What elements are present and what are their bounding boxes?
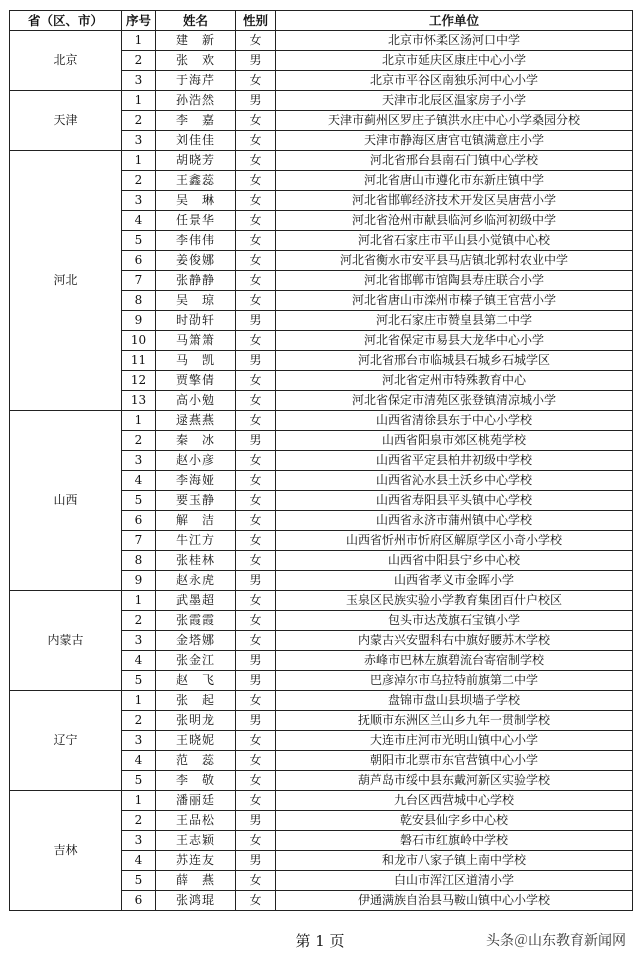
name-cell: 吴 琳 [156, 191, 236, 211]
name-cell: 李伟伟 [156, 231, 236, 251]
name-cell: 潘丽廷 [156, 791, 236, 811]
index-cell: 5 [122, 671, 156, 691]
index-cell: 3 [122, 831, 156, 851]
index-cell: 8 [122, 291, 156, 311]
gender-cell: 男 [236, 431, 276, 451]
table-row [10, 411, 633, 431]
gender-cell: 男 [236, 91, 276, 111]
workplace-cell: 乾安县仙字乡中心校 [276, 811, 633, 831]
workplace-cell: 盘锦市盘山县坝墙子学校 [276, 691, 633, 711]
index-cell: 3 [122, 731, 156, 751]
workplace-cell: 河北省邢台市临城县石城乡石城学区 [276, 351, 633, 371]
gender-cell: 女 [236, 391, 276, 411]
name-cell: 解 洁 [156, 511, 236, 531]
index-cell: 1 [122, 151, 156, 171]
province-cell: 山西 [10, 411, 122, 591]
name-cell: 马箫箫 [156, 331, 236, 351]
index-cell: 9 [122, 571, 156, 591]
workplace-cell: 北京市延庆区康庄中心小学 [276, 51, 633, 71]
workplace-cell: 赤峰市巴林左旗碧流台寄宿制学校 [276, 651, 633, 671]
name-cell: 王志颖 [156, 831, 236, 851]
gender-cell: 女 [236, 611, 276, 631]
name-cell: 吴 琼 [156, 291, 236, 311]
workplace-cell: 山西省忻州市忻府区解原学区小奇小学校 [276, 531, 633, 551]
name-cell: 张 起 [156, 691, 236, 711]
gender-cell: 女 [236, 331, 276, 351]
gender-cell: 女 [236, 511, 276, 531]
workplace-cell: 山西省永济市蒲州镇中心学校 [276, 511, 633, 531]
workplace-cell: 抚顺市东洲区兰山乡九年一贯制学校 [276, 711, 633, 731]
province-cell: 北京 [10, 31, 122, 91]
index-cell: 6 [122, 891, 156, 911]
name-cell: 薛 燕 [156, 871, 236, 891]
gender-cell: 女 [236, 191, 276, 211]
name-cell: 张霞霞 [156, 611, 236, 631]
name-cell: 牛江方 [156, 531, 236, 551]
name-cell: 李 嘉 [156, 111, 236, 131]
name-cell: 李海娅 [156, 471, 236, 491]
index-cell: 9 [122, 311, 156, 331]
header-row [10, 11, 633, 31]
name-cell: 时劭轩 [156, 311, 236, 331]
workplace-cell: 北京市平谷区南独乐河中心小学 [276, 71, 633, 91]
name-cell: 李 敬 [156, 771, 236, 791]
name-cell: 苏连友 [156, 851, 236, 871]
workplace-cell: 天津市蓟州区罗庄子镇洪水庄中心小学桑园分校 [276, 111, 633, 131]
index-cell: 2 [122, 811, 156, 831]
name-cell: 张鸿琨 [156, 891, 236, 911]
name-cell: 赵小彦 [156, 451, 236, 471]
gender-cell: 女 [236, 71, 276, 91]
workplace-cell: 河北省唐山市滦州市榛子镇王官营小学 [276, 291, 633, 311]
gender-cell: 女 [236, 891, 276, 911]
name-cell: 张 欢 [156, 51, 236, 71]
watermark-text: 头条＠山东教育新闻网 [486, 933, 626, 949]
gender-cell: 女 [236, 171, 276, 191]
index-cell: 12 [122, 371, 156, 391]
gender-cell: 女 [236, 531, 276, 551]
workplace-cell: 巴彦淖尔市乌拉特前旗第二中学 [276, 671, 633, 691]
index-cell: 4 [122, 471, 156, 491]
gender-cell: 女 [236, 151, 276, 171]
workplace-cell: 河北省邯郸经济技术开发区吴唐营小学 [276, 191, 633, 211]
workplace-cell: 伊通满族自治县马鞍山镇中心小学校 [276, 891, 633, 911]
name-cell: 姜俊娜 [156, 251, 236, 271]
workplace-cell: 山西省寿阳县平头镇中心学校 [276, 491, 633, 511]
gender-cell: 男 [236, 671, 276, 691]
gender-cell: 女 [236, 471, 276, 491]
table-row [10, 791, 633, 811]
name-cell: 胡晓芳 [156, 151, 236, 171]
index-cell: 1 [122, 91, 156, 111]
workplace-cell: 天津市静海区唐官屯镇满意庄小学 [276, 131, 633, 151]
gender-cell: 男 [236, 711, 276, 731]
gender-cell: 女 [236, 871, 276, 891]
gender-cell: 女 [236, 211, 276, 231]
workplace-cell: 大连市庄河市光明山镇中心小学 [276, 731, 633, 751]
workplace-cell: 河北石家庄市赞皇县第二中学 [276, 311, 633, 331]
gender-cell: 女 [236, 131, 276, 151]
name-cell: 张静静 [156, 271, 236, 291]
workplace-cell: 玉泉区民族实验小学教育集团百什户校区 [276, 591, 633, 611]
index-cell: 5 [122, 231, 156, 251]
workplace-cell: 天津市北辰区温家房子小学 [276, 91, 633, 111]
index-cell: 10 [122, 331, 156, 351]
gender-cell: 女 [236, 451, 276, 471]
name-cell: 张金江 [156, 651, 236, 671]
gender-cell: 女 [236, 791, 276, 811]
index-cell: 1 [122, 31, 156, 51]
gender-cell: 女 [236, 631, 276, 651]
name-cell: 秦 冰 [156, 431, 236, 451]
table-row [10, 691, 633, 711]
header-gender: 性别 [236, 11, 276, 31]
name-cell: 金塔娜 [156, 631, 236, 651]
gender-cell: 女 [236, 491, 276, 511]
index-cell: 5 [122, 871, 156, 891]
gender-cell: 女 [236, 291, 276, 311]
index-cell: 8 [122, 551, 156, 571]
index-cell: 2 [122, 431, 156, 451]
index-cell: 4 [122, 211, 156, 231]
gender-cell: 女 [236, 251, 276, 271]
index-cell: 1 [122, 591, 156, 611]
workplace-cell: 河北省定州市特殊教育中心 [276, 371, 633, 391]
gender-cell: 女 [236, 271, 276, 291]
gender-cell: 男 [236, 571, 276, 591]
name-cell: 马 凯 [156, 351, 236, 371]
index-cell: 3 [122, 451, 156, 471]
workplace-cell: 北京市怀柔区汤河口中学 [276, 31, 633, 51]
index-cell: 2 [122, 51, 156, 71]
header-workplace: 工作单位 [276, 11, 633, 31]
index-cell: 2 [122, 611, 156, 631]
index-cell: 11 [122, 351, 156, 371]
gender-cell: 女 [236, 551, 276, 571]
index-cell: 13 [122, 391, 156, 411]
gender-cell: 女 [236, 411, 276, 431]
index-cell: 4 [122, 851, 156, 871]
workplace-cell: 磐石市红旗岭中学校 [276, 831, 633, 851]
index-cell: 2 [122, 711, 156, 731]
index-cell: 1 [122, 791, 156, 811]
gender-cell: 男 [236, 351, 276, 371]
name-cell: 逯燕燕 [156, 411, 236, 431]
workplace-cell: 葫芦岛市绥中县东戴河新区实验学校 [276, 771, 633, 791]
workplace-cell: 山西省平定县柏井初级中学校 [276, 451, 633, 471]
name-cell: 赵永虎 [156, 571, 236, 591]
index-cell: 6 [122, 251, 156, 271]
workplace-cell: 河北省保定市易县大龙华中心小学 [276, 331, 633, 351]
gender-cell: 女 [236, 731, 276, 751]
workplace-cell: 包头市达茂旗石宝镇小学 [276, 611, 633, 631]
gender-cell: 女 [236, 771, 276, 791]
gender-cell: 女 [236, 371, 276, 391]
index-cell: 5 [122, 771, 156, 791]
index-cell: 3 [122, 631, 156, 651]
gender-cell: 男 [236, 811, 276, 831]
index-cell: 3 [122, 71, 156, 91]
workplace-cell: 山西省中阳县宁乡中心校 [276, 551, 633, 571]
gender-cell: 女 [236, 231, 276, 251]
province-cell: 吉林 [10, 791, 122, 911]
index-cell: 3 [122, 131, 156, 151]
page-number: 第 1 页 [295, 932, 345, 950]
workplace-cell: 山西省沁水县土沃乡中心学校 [276, 471, 633, 491]
name-cell: 武墨超 [156, 591, 236, 611]
name-cell: 高小勉 [156, 391, 236, 411]
workplace-cell: 内蒙古兴安盟科右中旗好腰苏木学校 [276, 631, 633, 651]
workplace-cell: 河北省邢台县南石门镇中心学校 [276, 151, 633, 171]
roster-table [9, 10, 633, 911]
name-cell: 王晓妮 [156, 731, 236, 751]
table-row [10, 591, 633, 611]
workplace-cell: 山西省孝义市金晖小学 [276, 571, 633, 591]
header-index: 序号 [122, 11, 156, 31]
index-cell: 5 [122, 491, 156, 511]
index-cell: 4 [122, 751, 156, 771]
header-province: 省（区、市） [10, 11, 122, 31]
workplace-cell: 朝阳市北票市东官营镇中心小学 [276, 751, 633, 771]
gender-cell: 女 [236, 591, 276, 611]
index-cell: 7 [122, 271, 156, 291]
workplace-cell: 河北省邯郸市馆陶县寿庄联合小学 [276, 271, 633, 291]
workplace-cell: 河北省唐山市遵化市东新庄镇中学 [276, 171, 633, 191]
gender-cell: 女 [236, 751, 276, 771]
workplace-cell: 白山市浑江区道清小学 [276, 871, 633, 891]
index-cell: 2 [122, 171, 156, 191]
name-cell: 刘佳佳 [156, 131, 236, 151]
name-cell: 张桂林 [156, 551, 236, 571]
index-cell: 6 [122, 511, 156, 531]
name-cell: 要玉静 [156, 491, 236, 511]
gender-cell: 男 [236, 651, 276, 671]
gender-cell: 女 [236, 111, 276, 131]
name-cell: 王品松 [156, 811, 236, 831]
name-cell: 建 新 [156, 31, 236, 51]
name-cell: 张明龙 [156, 711, 236, 731]
index-cell: 1 [122, 691, 156, 711]
index-cell: 3 [122, 191, 156, 211]
gender-cell: 女 [236, 691, 276, 711]
province-cell: 辽宁 [10, 691, 122, 791]
name-cell: 孙浩然 [156, 91, 236, 111]
workplace-cell: 九台区西营城中心学校 [276, 791, 633, 811]
index-cell: 7 [122, 531, 156, 551]
name-cell: 于海芹 [156, 71, 236, 91]
gender-cell: 男 [236, 311, 276, 331]
workplace-cell: 河北省石家庄市平山县小觉镇中心校 [276, 231, 633, 251]
workplace-cell: 河北省衡水市安平县马店镇北郭村农业中学 [276, 251, 633, 271]
workplace-cell: 河北省保定市清苑区张登镇清凉城小学 [276, 391, 633, 411]
province-cell: 内蒙古 [10, 591, 122, 691]
province-cell: 河北 [10, 151, 122, 411]
gender-cell: 男 [236, 51, 276, 71]
gender-cell: 男 [236, 851, 276, 871]
name-cell: 范 蕊 [156, 751, 236, 771]
roster-body [10, 31, 633, 911]
table-row [10, 151, 633, 171]
gender-cell: 女 [236, 831, 276, 851]
workplace-cell: 和龙市八家子镇上南中学校 [276, 851, 633, 871]
name-cell: 贾擎倩 [156, 371, 236, 391]
index-cell: 2 [122, 111, 156, 131]
name-cell: 任景华 [156, 211, 236, 231]
workplace-cell: 山西省清徐县东于中心小学校 [276, 411, 633, 431]
table-row [10, 91, 633, 111]
name-cell: 赵 飞 [156, 671, 236, 691]
index-cell: 4 [122, 651, 156, 671]
workplace-cell: 河北省沧州市献县临河乡临河初级中学 [276, 211, 633, 231]
gender-cell: 女 [236, 31, 276, 51]
header-name: 姓名 [156, 11, 236, 31]
table-row [10, 31, 633, 51]
name-cell: 王鑫蕊 [156, 171, 236, 191]
workplace-cell: 山西省阳泉市郊区桃苑学校 [276, 431, 633, 451]
province-cell: 天津 [10, 91, 122, 151]
index-cell: 1 [122, 411, 156, 431]
